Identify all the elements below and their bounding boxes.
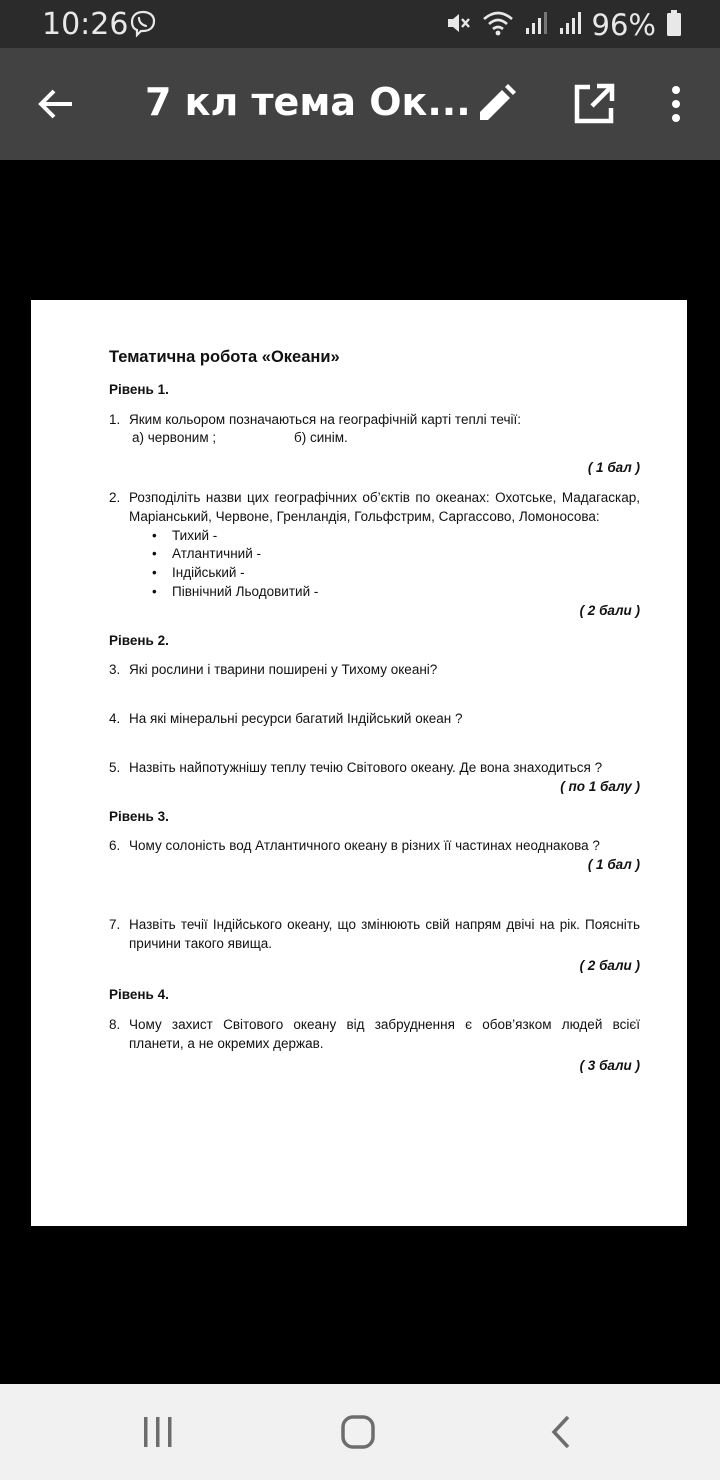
ocean-list xyxy=(109,527,640,602)
score-label: ( 1 бал ) xyxy=(587,857,640,873)
back-arrow-icon[interactable] xyxy=(36,84,76,129)
edit-icon[interactable] xyxy=(474,82,518,131)
question xyxy=(109,411,640,430)
score-label: ( 2 бали ) xyxy=(579,602,640,618)
question-text: Які рослини і тварини поширені у Тихому океані? xyxy=(129,662,438,678)
level-heading: Рівень 1. xyxy=(109,381,169,397)
answer-options xyxy=(109,429,640,448)
question-number: 3. xyxy=(109,662,121,678)
question xyxy=(109,489,640,527)
score-label: ( 3 бали ) xyxy=(579,1057,640,1073)
question xyxy=(109,759,640,778)
navigation-bar xyxy=(0,1384,720,1480)
battery-icon xyxy=(666,9,682,42)
question-text: Назвіть найпотужнішу теплу течію Світового океану. Де вона знаходиться ? xyxy=(129,759,603,775)
list-item: • Тихий - xyxy=(152,527,640,546)
question-number: 5. xyxy=(109,759,121,775)
question-text: Чому солоність вод Атлантичного океану в різних її частинах неоднакова ? xyxy=(129,838,600,854)
question-text: Яким кольором позначаються на географічній карті теплі течії: xyxy=(129,411,522,427)
page-title: Тематична робота «Океани» xyxy=(109,348,340,366)
document-content xyxy=(109,348,640,1076)
question xyxy=(109,661,640,680)
home-icon[interactable] xyxy=(340,1414,376,1455)
list-item: • Індійський - xyxy=(152,564,640,583)
viber-icon xyxy=(128,9,158,44)
level-heading: Рівень 2. xyxy=(109,632,169,648)
back-icon[interactable] xyxy=(544,1414,580,1455)
question-number: 7. xyxy=(109,916,121,932)
question-number: 1. xyxy=(109,411,121,427)
open-in-new-icon[interactable] xyxy=(572,82,616,131)
score-label: ( по 1 балу ) xyxy=(560,778,640,794)
list-item: • Північний Льодовитий - xyxy=(152,583,640,602)
recent-apps-icon[interactable] xyxy=(140,1414,176,1455)
option-b: б) синім. xyxy=(294,430,348,446)
score-label: ( 2 бали ) xyxy=(579,957,640,973)
question-text: Чому захист Світового океану від забруднення є обов’язком людей всієї планети, а не окремих держав. xyxy=(129,1017,640,1051)
signal-icon xyxy=(558,10,582,41)
question-text: На які мінеральні ресурси багатий Індійський океан ? xyxy=(129,711,463,727)
score-label: ( 1 бал ) xyxy=(587,460,640,476)
clock: 10:26 xyxy=(42,7,129,42)
level-heading: Рівень 4. xyxy=(109,987,169,1003)
question-text: Назвіть течії Індійського океану, що змінюють свій напрям двічі на рік. Поясніть причини такого явища. xyxy=(129,916,640,951)
app-bar xyxy=(0,48,720,160)
question xyxy=(109,916,640,954)
list-item: • Атлантичний - xyxy=(152,545,640,564)
status-bar xyxy=(0,0,720,48)
question xyxy=(109,710,640,729)
question-number: 8. xyxy=(109,1017,121,1033)
status-icons xyxy=(444,8,682,42)
question-number: 4. xyxy=(109,711,121,727)
question xyxy=(109,837,640,856)
question-number: 2. xyxy=(109,489,121,505)
question-text: Розподіліть назви цих географічних об’єктів по океанах: Охотське, Мадагаскар, Маріанський, Червоне, Гренландія, Гольфстрим, Саргассово, Ломоносова: xyxy=(129,489,640,524)
more-vert-icon[interactable] xyxy=(662,82,690,131)
question-number: 6. xyxy=(109,838,121,854)
signal-icon xyxy=(524,10,548,41)
battery-percent: 96% xyxy=(591,8,656,42)
document-page xyxy=(31,300,687,1226)
option-a: а) червоним ; xyxy=(132,430,217,446)
question xyxy=(109,1016,640,1054)
wifi-icon xyxy=(482,9,514,42)
mute-icon xyxy=(444,9,472,42)
document-title: 7 кл тема Ок... xyxy=(145,80,471,124)
level-heading: Рівень 3. xyxy=(109,808,169,824)
